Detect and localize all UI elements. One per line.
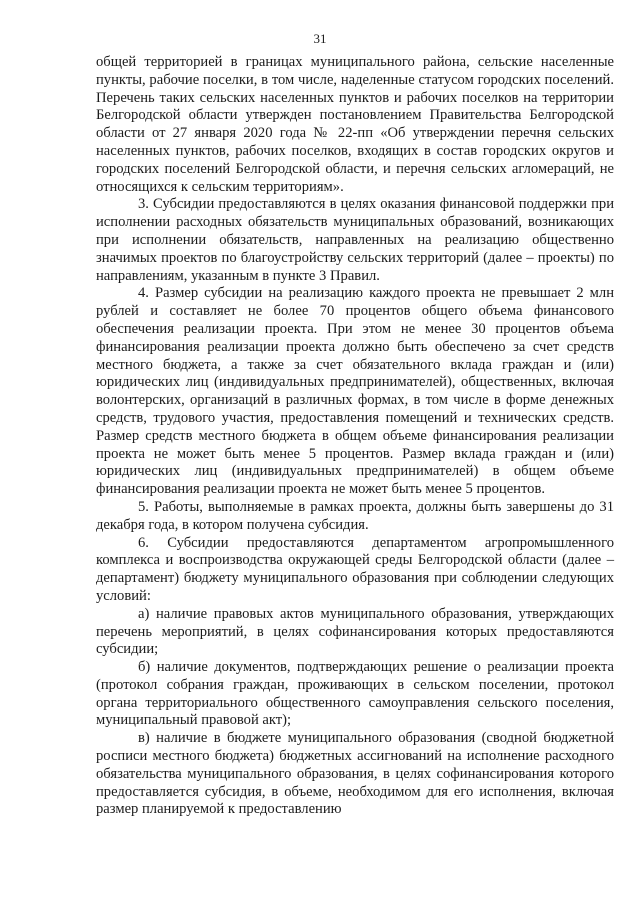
paragraph-subitem-b: б) наличие документов, подтверждающих решение о реализации проекта (протокол собрания граждан, проживающих в сельском поселении, протокол органа территориального общественного самоуправления сельского поселения, муниципальный правовой акт); [96,659,614,729]
paragraph-item-4: 4. Размер субсидии на реализацию каждого проекта не превышает 2 млн рублей и составляет не более 70 процентов общего объема финансового обеспечения реализации проекта. При этом не менее 30 процентов объема финансирования реализации проекта должно быть обеспечено за счет средств местного бюджета, а также за счет обязательного вклада граждан и (или) юридических лиц (индивидуальных предпринимателей), общественных, включая волонтерских, организаций в различных формах, в том числе в форме денежных средств, трудового участия, предоставления помещений и технических средств. Размер средств местного бюджета в общем объеме финансирования реализации проекта не может быть менее 5 процентов. Размер вклада граждан и (или) юридических лиц (индивидуальных предпринимателей) в общем объеме финансирования реализации проекта не может быть менее 5 процентов. [96,285,614,498]
paragraph-territories-continuation: общей территорией в границах муниципального района, сельские населенные пункты, рабочие поселки, в том числе, наделенные статусом городских поселений. Перечень таких сельских населенных пунктов и рабочих поселков на территории Белгородской области утвержден постановлением Правительства Белгородской области от 27 января 2020 года № 22-пп «Об утверждении перечня сельских населенных пунктов, рабочих поселков, входящих в состав городских округов и городских поселений Белгородской области, и перечня сельских агломераций, не относящихся к сельским территориям». [96,54,614,195]
paragraph-subitem-a: а) наличие правовых актов муниципального образования, утверждающих перечень мероприятий, в целях софинансирования которых предоставляются субсидии; [96,605,614,658]
paragraph-item-6: 6. Субсидии предоставляются департаментом агропромышленного комплекса и воспроизводства окружающей среды Белгородской области (далее – департамент) бюджету муниципального образования при соблюдении следующих условий: [96,534,614,604]
page-number: 31 [313,31,327,46]
document-body [96,54,614,819]
paragraph-item-5: 5. Работы, выполняемые в рамках проекта, должны быть завершены до 31 декабря года, в котором получена субсидия. [96,498,614,533]
paragraph-subitem-v: в) наличие в бюджете муниципального образования (сводной бюджетной росписи местного бюджета) бюджетных ассигнований на исполнение расходного обязательства муниципального образования, в целях софинансирования которого предоставляется субсидия, в объеме, необходимом для его исполнения, включая размер планируемой к предоставлению [96,730,614,818]
paragraph-item-3: 3. Субсидии предоставляются в целях оказания финансовой поддержки при исполнении расходных обязательств муниципальных образований, возникающих при исполнении обязательств, направленных на реализацию общественно значимых проектов по благоустройству сельских территорий (далее – проекты) по направлениям, указанным в пункте 3 Правил. [96,196,614,284]
